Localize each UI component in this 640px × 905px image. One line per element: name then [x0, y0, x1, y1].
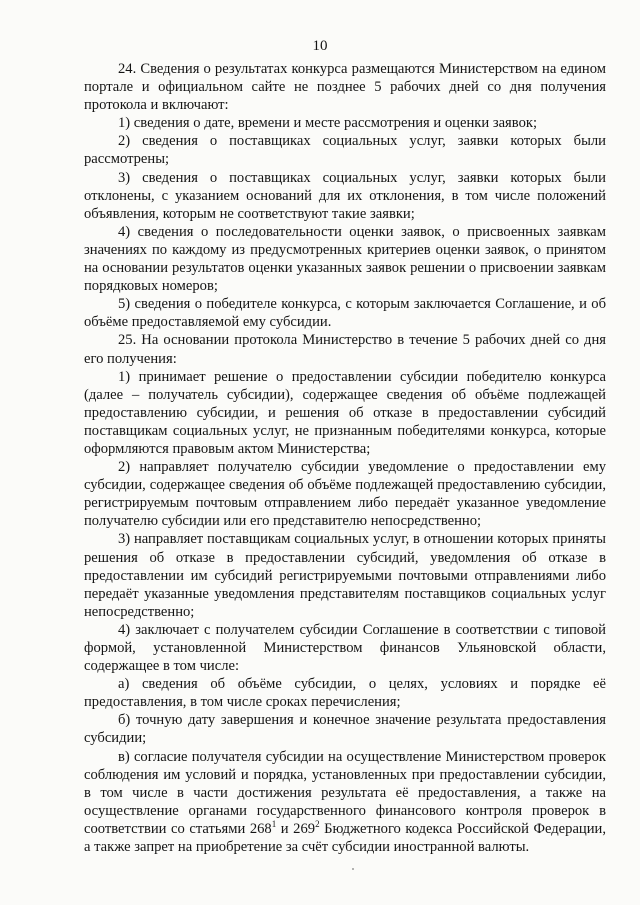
list-item-24-3: 3) сведения о поставщиках социальных услуг, заявки которых были отклонены, с указанием оснований для их отклонения, в том числе положений объявления, которым не соответствуют такие заявки;	[84, 169, 606, 222]
sub-item-v-text-1: в) согласие получателя субсидии на осуществление Министерством проверок соблюдения им условий и порядка, установленных при предоставлении субсидии, в том числе в части достижения результата её предоставления, а также на осуществление органами государственного финансового контроля проверок в соответствии со статьями 268	[84, 748, 606, 837]
list-item-24-2: 2) сведения о поставщиках социальных услуг, заявки которых были рассмотрены;	[84, 133, 606, 168]
sub-item-b: б) точную дату завершения и конечное значение результата предоставления субсидии;	[84, 712, 606, 747]
superscript-2: 2	[315, 819, 320, 830]
list-item-25-3: 3) направляет поставщикам социальных услуг, в отношении которых приняты решения об отказе в предоставлении субсидий, уведомления об отказе в предоставлении им субсидий регистрируемыми почтовыми отправлениями либо передаёт указанные уведомления представителям поставщиков социальных услуг непосредственно;	[84, 531, 606, 620]
paragraph-25: 25. На основании протокола Министерство в течение 5 рабочих дней со дня его получения:	[84, 332, 606, 367]
sub-item-a: а) сведения об объёме субсидии, о целях, условиях и порядке её предоставления, в том числе сроках перечисления;	[84, 676, 606, 711]
sub-item-v	[84, 748, 606, 857]
list-item-25-2: 2) направляет получателю субсидии уведомление о предоставлении ему субсидии, содержащее сведения об объёме подлежащей предоставлению субсидии, регистрируемым почтовым отправлением либо передаёт указанное уведомление получателю субсидии или его представителю непосредственно;	[84, 459, 606, 530]
page-number: 10	[312, 38, 328, 54]
document-body	[84, 60, 606, 856]
paragraph-24: 24. Сведения о результатах конкурса размещаются Министерством на едином портале и официальном сайте не позднее 5 рабочих дней со дня получения протокола и включают:	[84, 61, 606, 114]
list-item-25-1: 1) принимает решение о предоставлении субсидии победителю конкурса (далее – получатель субсидии), содержащее сведения об объёме подлежащей предоставлению субсидии, и решения об отказе в предоставлении субсидий поставщикам социальных услуг, не признанным победителями конкурса, которые оформляются правовым актом Министерства;	[84, 368, 606, 457]
list-item-24-5: 5) сведения о победителе конкурса, с которым заключается Соглашение, и об объёме предоставляемой ему субсидии.	[84, 296, 606, 331]
superscript-1: 1	[271, 819, 277, 830]
sub-item-v-text-3: Бюджетного кодекса Российской Федерации, а также запрет на приобретение за счёт субсидии иностранной валюты.	[84, 820, 607, 856]
list-item-24-4: 4) сведения о последовательности оценки заявок, о присвоенных заявкам значениях по каждому из предусмотренных критериев оценки заявок, о принятом на основании результатов оценки указанных заявок решении о присвоении заявкам порядковых номеров;	[84, 223, 606, 295]
list-item-24-1: 1) сведения о дате, времени и месте рассмотрения и оценки заявок;	[118, 115, 538, 132]
scan-speck	[352, 868, 354, 870]
sub-item-v-text-2: и 269	[276, 820, 316, 837]
list-item-25-4: 4) заключает с получателем субсидии Соглашение в соответствии с типовой формой, установленной Министерством финансов Ульяновской области, содержащее в том числе:	[84, 621, 606, 675]
